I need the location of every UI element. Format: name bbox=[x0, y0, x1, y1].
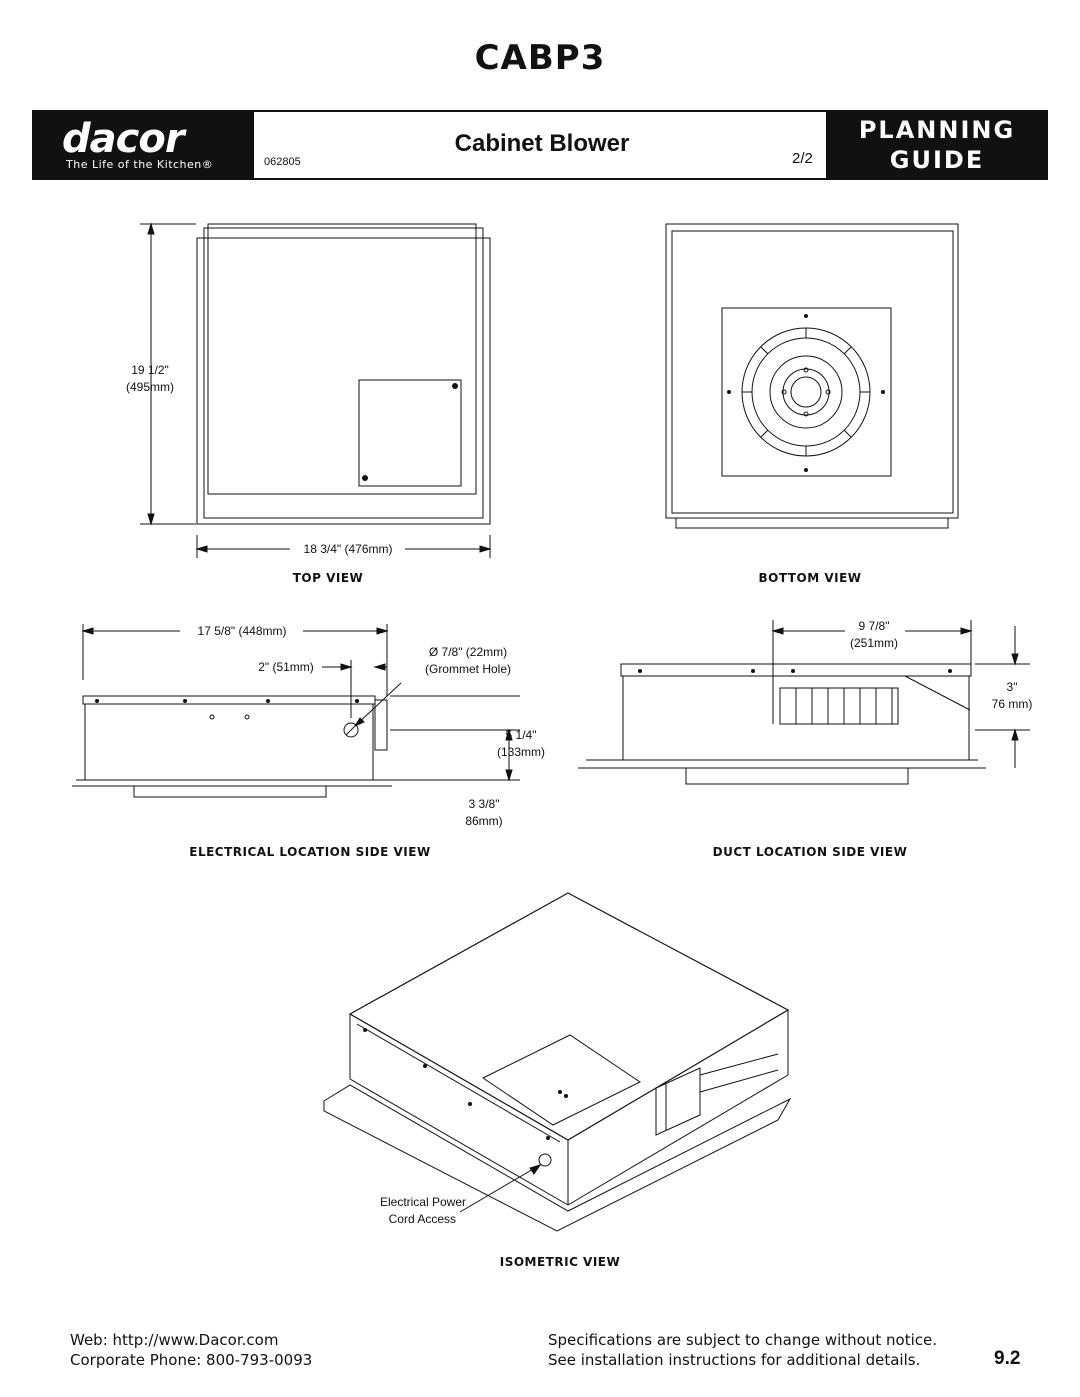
duct-width-dim bbox=[838, 618, 910, 652]
power-cord-callout bbox=[340, 1194, 466, 1228]
electrical-offset-dim: 2" (51mm) bbox=[258, 660, 314, 674]
electrical-bottom-inch: 3 3/8" bbox=[468, 797, 500, 811]
duct-height-dim bbox=[980, 679, 1044, 713]
footer-contact bbox=[70, 1330, 470, 1370]
duct-height-inch: 3" bbox=[1006, 680, 1018, 694]
duct-view-caption: DUCT LOCATION SIDE VIEW bbox=[712, 845, 908, 859]
isometric-view-drawing bbox=[324, 893, 790, 1231]
logo-tagline: The Life of the Kitchen® bbox=[66, 158, 214, 171]
electrical-height-inch: 5 1/4" bbox=[505, 728, 537, 742]
grommet-hole-dim bbox=[402, 644, 534, 678]
duct-side-view-drawing bbox=[578, 620, 1030, 784]
footer-phone: Corporate Phone: 800-793-0093 bbox=[70, 1351, 313, 1369]
electrical-bottom-dim bbox=[448, 796, 520, 830]
top-view-height-inch: 19 1/2" bbox=[131, 363, 169, 377]
footer-spec-note: Specifications are subject to change without notice. bbox=[548, 1331, 937, 1349]
guide-badge-line1: PLANNING bbox=[858, 116, 1016, 144]
top-view-height-mm: (495mm) bbox=[125, 380, 174, 394]
grommet-hole-label: (Grommet Hole) bbox=[424, 662, 511, 676]
guide-badge-line2: GUIDE bbox=[889, 146, 985, 174]
duct-height-mm: 76 mm) bbox=[991, 697, 1033, 711]
power-cord-callout-line1: Electrical Power bbox=[379, 1195, 466, 1209]
top-view-width-dim: 18 3/4" (476mm) bbox=[303, 542, 393, 556]
bottom-view-drawing bbox=[666, 224, 958, 528]
isometric-view-caption: ISOMETRIC VIEW bbox=[499, 1255, 621, 1269]
duct-width-inch: 9 7/8" bbox=[858, 619, 890, 633]
bottom-view-caption: BOTTOM VIEW bbox=[758, 571, 862, 585]
top-view-caption: TOP VIEW bbox=[292, 571, 364, 585]
electrical-bottom-mm: 86mm) bbox=[465, 814, 503, 828]
grommet-hole-size: Ø 7/8" (22mm) bbox=[428, 645, 508, 659]
page-indicator: 2/2 bbox=[792, 150, 813, 167]
footer-install-note: See installation instructions for additional details. bbox=[548, 1351, 921, 1369]
power-cord-callout-line2: Cord Access bbox=[388, 1212, 456, 1226]
logo-wordmark: dacor bbox=[62, 116, 184, 162]
document-code: 062805 bbox=[264, 156, 301, 168]
footer-web: Web: http://www.Dacor.com bbox=[70, 1331, 279, 1349]
top-view-drawing bbox=[140, 224, 490, 558]
electrical-view-caption: ELECTRICAL LOCATION SIDE VIEW bbox=[189, 845, 431, 859]
document-title: Cabinet Blower bbox=[454, 130, 630, 157]
duct-width-mm: (251mm) bbox=[849, 636, 898, 650]
top-view-height-dim bbox=[110, 362, 190, 396]
electrical-length-dim: 17 5/8" (448mm) bbox=[197, 624, 287, 638]
electrical-height-dim bbox=[486, 727, 556, 761]
page-number: 9.2 bbox=[994, 1348, 1021, 1369]
model-number: CABP3 bbox=[474, 38, 606, 78]
electrical-height-mm: (133mm) bbox=[496, 745, 545, 759]
footer-notes bbox=[548, 1330, 978, 1370]
